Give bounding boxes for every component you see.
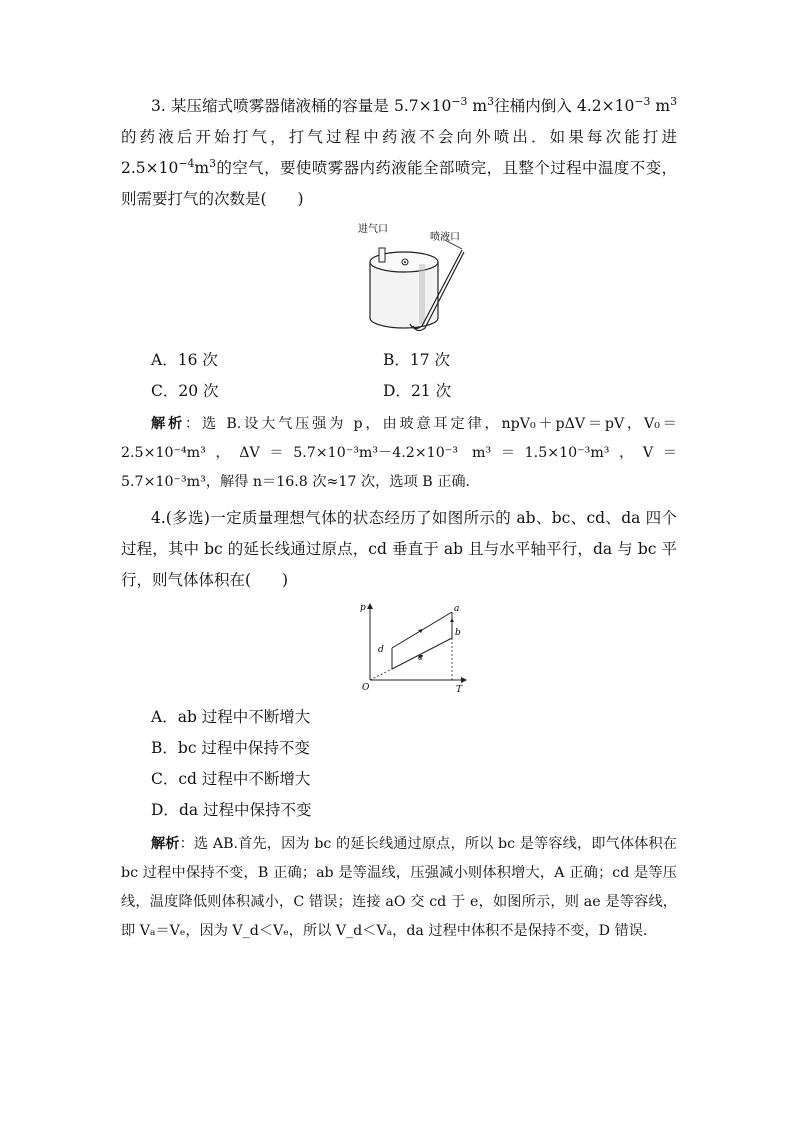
q4-solution — [121, 830, 677, 946]
inlet-label: 进气口 — [358, 224, 388, 235]
pt-diagram — [356, 600, 476, 696]
q4-option-c[interactable]: C．cd 过程中不断增大 — [151, 770, 311, 788]
q4-option-d[interactable]: D．da 过程中保持不变 — [151, 801, 312, 819]
q3-option-c[interactable]: C．20 次 — [151, 382, 219, 400]
q4-solution-label: 解析 — [151, 836, 180, 852]
sprayer-figure — [350, 220, 480, 338]
q4-stem: 4.(多选)一定质量理想气体的状态经历了如图所示的 ab、bc、cd、da 四个过程，其中 bc 的延长线通过原点，cd 垂直于 ab 且与水平轴平行，da 与 bc 平行，则气体体积在( ) — [121, 509, 677, 589]
origin-label: O — [362, 683, 370, 693]
p-axis-label: p — [360, 603, 366, 613]
q4-solution-text: ：选 AB.首先，因为 bc 的延长线通过原点，所以 bc 是等容线，即气体体积在 bc 过程中保持不变，B 正确；ab 是等温线，压强减小则体积增大，A 正确；cd 是等压线，温度降低则体积减小，C 错误；连接 aO 交 cd 于 e，如图所示，则 ae 是等容线，即 Vₐ＝Vₑ，因为 V_d＜Vₑ，所以 V_d＜Vₐ，da 过程中体积不是保持不变，D 错误． — [121, 836, 677, 939]
q3-solution-text: ：选 B.设大气压强为 p，由玻意耳定律，npV₀＋pΔV＝pV，V₀＝2.5×10⁻⁴m³，ΔV＝5.7×10⁻³m³－4.2×10⁻³ m³＝1.5×10⁻³m³，V＝5.7×10⁻³m³，解得 n＝16.8 次≈17 次，选项 B 正确． — [121, 416, 677, 490]
q3-option-d[interactable]: D．21 次 — [383, 382, 452, 400]
point-b-label: b — [455, 628, 461, 638]
point-d-label: d — [378, 645, 384, 655]
point-a-label: a — [454, 604, 460, 614]
q3-solution-label: 解析 — [151, 416, 186, 432]
q3-number: 3. — [151, 97, 166, 115]
q4-option-a[interactable]: A．ab 过程中不断增大 — [151, 708, 311, 726]
q4-number: 4. — [151, 509, 166, 527]
t-axis-label: T — [456, 685, 463, 695]
nozzle-label: 喷液口 — [430, 232, 460, 243]
q4-option-b[interactable]: B．bc 过程中保持不变 — [151, 739, 310, 757]
q3-solution — [121, 410, 677, 497]
point-c-label: c — [418, 653, 424, 663]
q3-stem: 3. 某压缩式喷雾器储液桶的容量是 $5.7\times 10^{-3}$ $m^3$往桶内倒入 $4.2\times 10^{-3}$ $m^3$的药液后开始打气，打气过程中药液不会向外喷出．如果每次能打进 $2.5\times 10^{-4}m^3$的空气，要使喷雾器内药液能全部喷完，且整个过程中温度不变，则需要打气的次数是( ) — [121, 94, 677, 208]
q3-option-a[interactable]: A．16 次 — [151, 351, 218, 369]
q3-option-b[interactable]: B．17 次 — [383, 351, 451, 369]
